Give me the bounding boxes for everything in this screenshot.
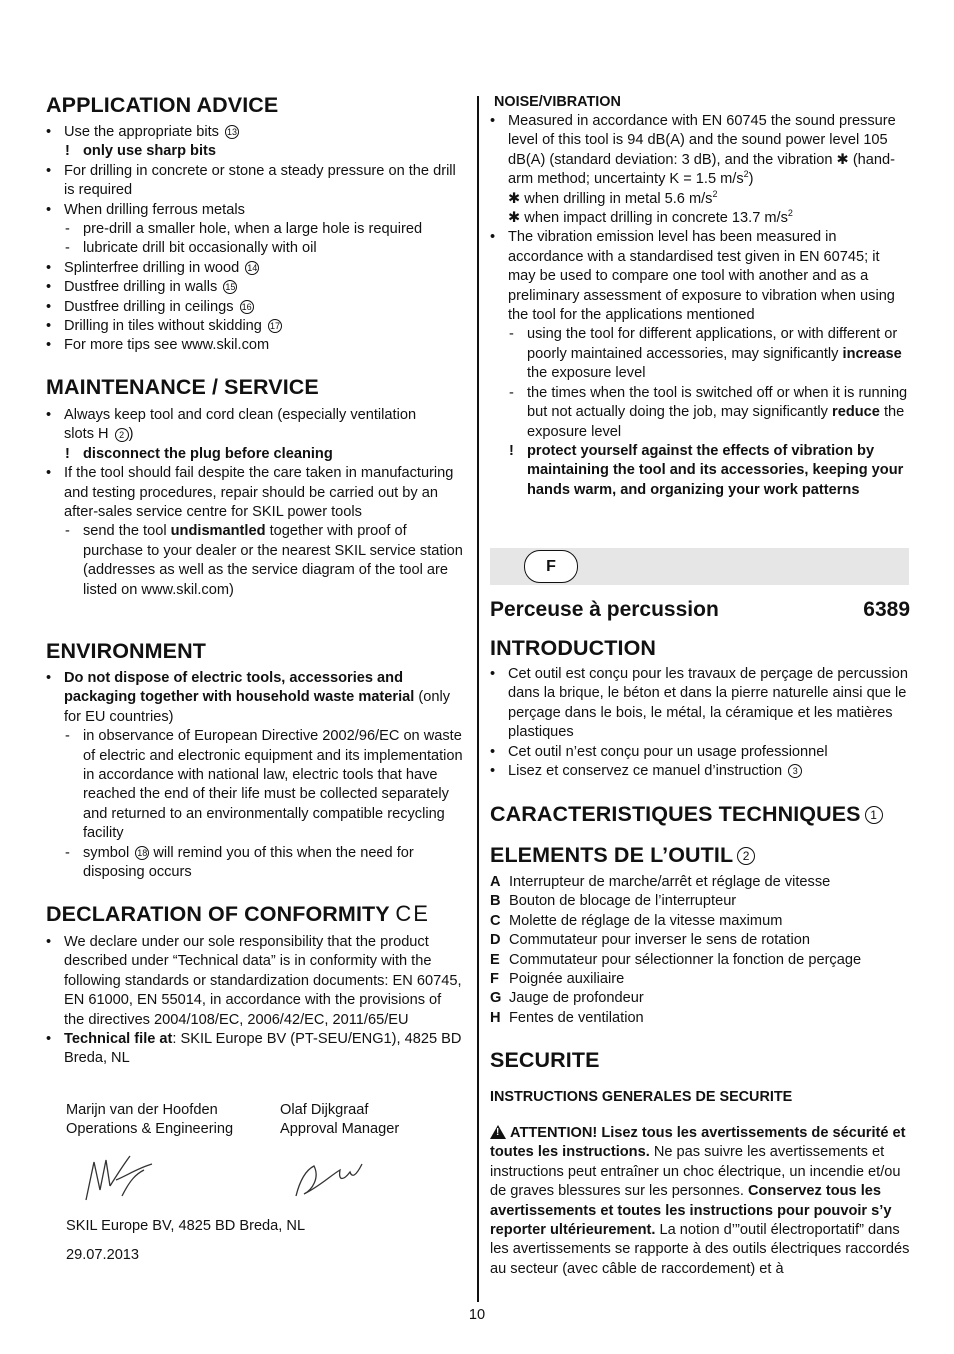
ref-number: 17 bbox=[269, 321, 280, 332]
declaration-heading: DECLARATION OF CONFORMITY CE bbox=[46, 901, 430, 926]
sub-item: - using the tool for different applications, or with different or poorly maintained accessories, may significantly increase the exposure level bbox=[490, 325, 910, 383]
sub-item: - send the tool undismantled together with proof of purchase to your dealer or the nearest SKIL service station (addresses as well as the service diagram of the tool are listed on www.skil.com) bbox=[46, 522, 464, 600]
element-row: A Interrupteur de marche/arrêt et réglage de vitesse bbox=[490, 874, 831, 890]
tool-elements-heading: ELEMENTS DE L’OUTIL 2 bbox=[490, 842, 755, 868]
ref-number: 18 bbox=[137, 847, 148, 858]
sub-item: - in observance of European Directive 2002/96/EC on waste of electric and electronic equipment and its implementation in accordance with national law, electric tools that have reached the end of their life must be collected separately and returned to an environmentally compatible recycling facility bbox=[46, 727, 464, 843]
list-item: • For more tips see www.skil.com bbox=[46, 336, 464, 355]
ce-mark-icon: CE bbox=[395, 901, 430, 926]
list-item: • Dustfree drilling in walls 15 bbox=[46, 278, 464, 297]
list-item: • Technical file at: SKIL Europe BV (PT-SEU/ENG1), 4825 BD Breda, NL bbox=[46, 1030, 464, 1069]
list-item: • Cet outil est conçu pour les travaux de perçage de percussion dans la brique, le béton et dans la pierre naturelle ainsi que le perçage dans le bois, le métal, la céramique et les matières plastiques bbox=[490, 665, 910, 743]
sub-item: - symbol 18 will remind you of this when the need for disposing occurs bbox=[46, 844, 464, 883]
product-title-row bbox=[490, 597, 910, 623]
signature-1-icon bbox=[80, 1150, 160, 1208]
application-advice-heading: APPLICATION ADVICE bbox=[46, 93, 279, 117]
element-row: F Poignée auxiliaire bbox=[490, 971, 625, 988]
list-item: • Cet outil n’est conçu pour un usage professionnel bbox=[490, 743, 910, 762]
ref-number: 16 bbox=[241, 301, 252, 312]
page-number: 10 bbox=[468, 1307, 486, 1323]
list-item: • When drilling ferrous metals bbox=[46, 201, 464, 220]
element-row: B Bouton de blocage de l’interrupteur bbox=[490, 893, 737, 910]
list-item: • The vibration emission level has been measured in accordance with a standardised test given in EN 60745; it may be used to compare one tool with another and as a preliminary assessment of exposure to vibration when using the tool for the applications mentioned bbox=[490, 228, 910, 325]
ref-number: 2 bbox=[737, 847, 755, 865]
safety-heading: SECURITE bbox=[490, 1048, 600, 1072]
element-row: C Molette de réglage de la vitesse maximum bbox=[490, 912, 783, 929]
maintenance-list bbox=[46, 406, 464, 600]
list-item: • Always keep tool and cord clean (especially ventilation slots H 2 ) bbox=[46, 406, 464, 445]
list-item: • Splinterfree drilling in wood 14 bbox=[46, 259, 464, 278]
signature-2-icon bbox=[290, 1156, 370, 1202]
environment-heading: ENVIRONMENT bbox=[46, 639, 206, 663]
introduction-heading: INTRODUCTION bbox=[490, 636, 657, 660]
maintenance-heading: MAINTENANCE / SERVICE bbox=[46, 375, 319, 399]
ref-number: 2 bbox=[115, 428, 129, 442]
warning-item: ! protect yourself against the effects of vibration by maintaining the tool and its accessories, keeping your hands warm, and organizing your work patterns bbox=[490, 442, 910, 500]
sub-item: - lubricate drill bit occasionally with oil bbox=[46, 239, 464, 258]
list-item: • For drilling in concrete or stone a steady pressure on the drill is required bbox=[46, 162, 464, 201]
element-row: E Commutateur pour sélectionner la fonction de perçage bbox=[490, 951, 862, 968]
ref-number: 15 bbox=[225, 282, 236, 293]
elements-list bbox=[490, 873, 910, 1028]
list-item: • We declare under our sole responsibility that the product described under “Technical data” is in conformity with the following standards or standardization documents: EN 60745, EN 61000, EN 55014, in accordance with the provisions of the directives 2004/108/EC, 2006/42/EC, 2011/65/EU bbox=[46, 933, 464, 1030]
ref-number: 3 bbox=[788, 764, 802, 778]
list-item: • Drilling in tiles without skidding 17 bbox=[46, 317, 464, 336]
signatory-1: Marijn van der Hoofden Operations & Engineering bbox=[66, 1102, 234, 1138]
signatory-2: Olaf Dijkgraaf Approval Manager bbox=[280, 1102, 400, 1138]
noise-vibration-heading: NOISE/VIBRATION bbox=[494, 94, 621, 110]
company-address: SKIL Europe BV, 4825 BD Breda, NL bbox=[66, 1218, 306, 1234]
list-item: • Measured in accordance with EN 60745 the sound pressure level of this tool is 94 dB(A) and the sound power level 105 dB(A) (standard deviation: 3 dB), and the vibration ✱ (hand-arm method; uncertainty K = 1.5 $m/s^2$) ✱ when drilling in metal 5.6 $m/s^2$ ✱ when impact drilling in concrete 13.7 $m/s^2$ bbox=[490, 112, 910, 228]
product-title: Perceuse à percussion bbox=[490, 598, 719, 621]
element-row: G Jauge de profondeur bbox=[490, 990, 644, 1007]
warning-item: ! only use sharp bits bbox=[46, 142, 464, 161]
ref-number: 14 bbox=[247, 262, 258, 273]
sub-item: - the times when the tool is switched off or when it is running but not actually doing the job, may significantly reduce the exposure level bbox=[490, 384, 910, 442]
language-tab-f[interactable]: F bbox=[524, 550, 578, 583]
safety-subheading: INSTRUCTIONS GENERALES DE SECURITE bbox=[490, 1089, 793, 1105]
declaration-list bbox=[46, 933, 464, 1069]
list-item: • Lisez et conservez ce manuel d’instruction 3 bbox=[490, 762, 910, 781]
list-item: • Do not dispose of electric tools, accessories and packaging together with household waste material (only for EU countries) bbox=[46, 669, 464, 727]
noise-vibration-list bbox=[490, 112, 910, 500]
list-item: • Dustfree drilling in ceilings 16 bbox=[46, 298, 464, 317]
safety-paragraph: ! ATTENTION! Lisez tous les avertissements de sécurité et toutes les instructions. Ne pas suivre les avertissements et instructions peut entraîner un choc électrique, un incendie et/ou de graves blessures sur les personnes. Conservez tous les avertissements et toutes les instructions pour pouvoir s’y reporter ultérieurement. La notion d’”outil électroportatif” dans les avertissements se rapporte à des outils électriques raccordés au secteur (avec câble de raccordement) et à bbox=[490, 1125, 910, 1277]
element-row: D Commutateur pour inverser le sens de rotation bbox=[490, 932, 810, 949]
ref-number: 1 bbox=[865, 806, 883, 824]
warning-item: ! disconnect the plug before cleaning bbox=[46, 445, 464, 464]
list-item: • Use the appropriate bits 13 bbox=[46, 123, 464, 142]
list-item: • If the tool should fail despite the care taken in manufacturing and testing procedures, repair should be carried out by an after-sales service centre for SKIL power tools bbox=[46, 464, 464, 522]
language-band bbox=[490, 548, 909, 585]
declaration-date: 29.07.2013 bbox=[66, 1247, 140, 1263]
environment-list bbox=[46, 669, 464, 882]
column-divider bbox=[477, 96, 479, 1302]
ref-number: 13 bbox=[227, 127, 238, 138]
application-advice-list bbox=[46, 123, 464, 356]
sub-item: - pre-drill a smaller hole, when a large hole is required bbox=[46, 220, 464, 239]
model-number: 6389 bbox=[863, 598, 910, 621]
tech-specs-heading: CARACTERISTIQUES TECHNIQUES 1 bbox=[490, 801, 883, 827]
element-row: H Fentes de ventilation bbox=[490, 1009, 644, 1026]
warning-triangle-icon: ! bbox=[490, 1125, 506, 1139]
introduction-list bbox=[490, 665, 910, 781]
